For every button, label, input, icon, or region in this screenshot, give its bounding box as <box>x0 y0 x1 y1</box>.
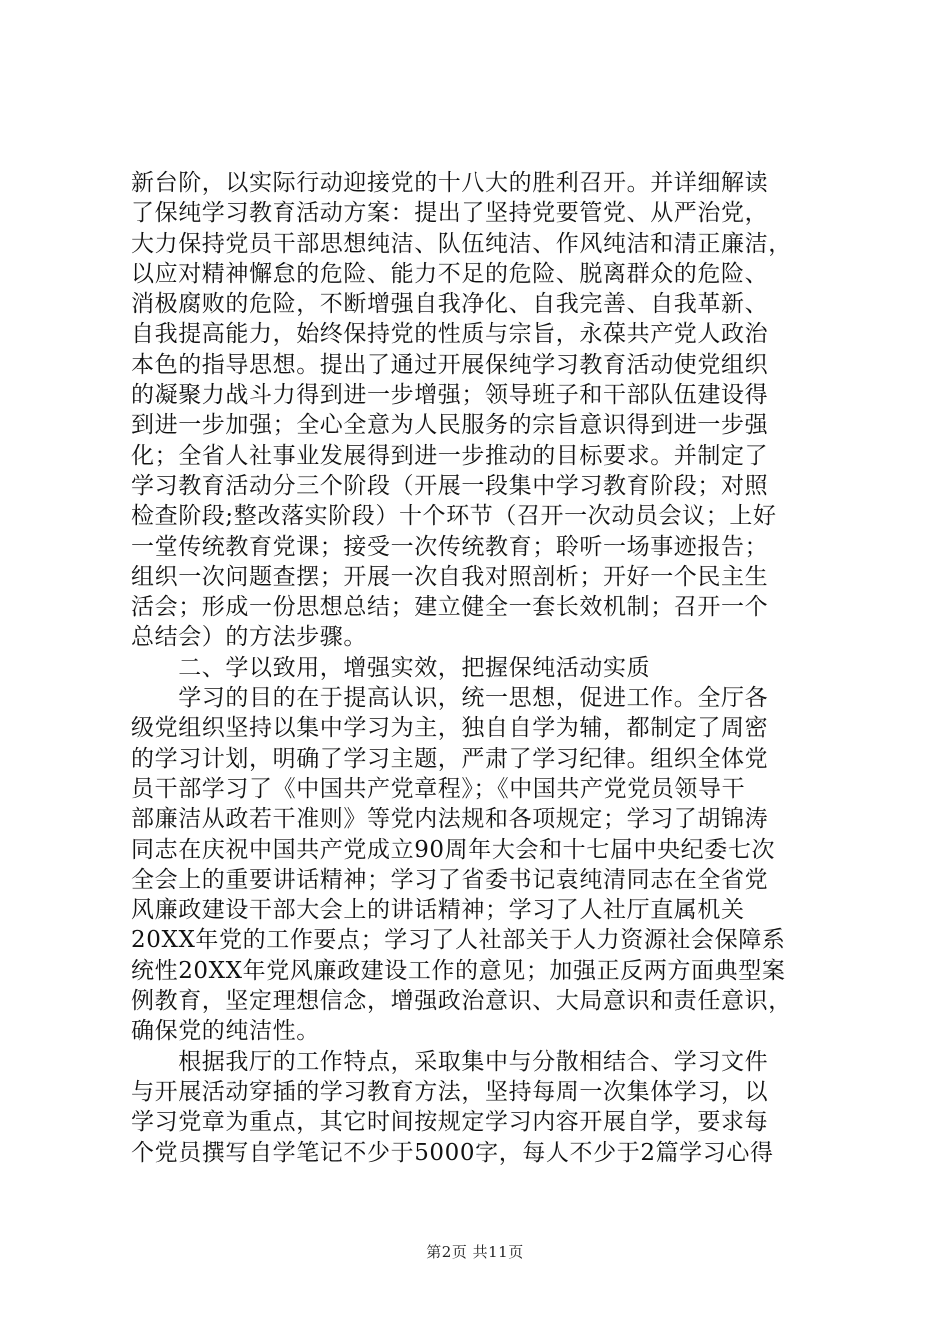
text-line: 的凝聚力战斗力得到进一步增强；领导班子和干部队伍建设得 <box>131 382 769 409</box>
text-line: 统性20XX年党风廉政建设工作的意见；加强正反两方面典型案 <box>131 957 786 984</box>
document-body <box>131 168 831 1168</box>
text-line: 确保党的纯洁性。 <box>131 1018 320 1045</box>
text-line: 检查阶段;整改落实阶段）十个环节（召开一次动员会议；上好 <box>131 503 777 530</box>
text-line: 员干部学习了《中国共产党章程》；《中国共产党党员领导干 <box>131 775 746 802</box>
text-line: 与开展活动穿插的学习教育方法，坚持每周一次集体学习，以 <box>131 1078 769 1105</box>
text-line: 以应对精神懈怠的危险、能力不足的危险、脱离群众的危险、 <box>131 260 769 287</box>
text-line: 学习的目的在于提高认识，统一思想，促进工作。全厅各 <box>131 685 769 712</box>
text-line: 新台阶，以实际行动迎接党的十八大的胜利召开。并详细解读 <box>131 170 769 196</box>
text-line: 本色的指导思想。提出了通过开展保纯学习教育活动使党组织 <box>131 351 769 378</box>
text-line: 组织一次问题查摆；开展一次自我对照剖析；开好一个民主生 <box>131 563 769 590</box>
text-line: 级党组织坚持以集中学习为主，独自自学为辅，都制定了周密 <box>131 715 769 742</box>
text-line: 自我提高能力，始终保持党的性质与宗旨，永葆共产党人政治 <box>131 321 769 348</box>
text-line: 根据我厅的工作特点，采取集中与分散相结合、学习文件 <box>131 1048 769 1075</box>
text-line: 个党员撰写自学笔记不少于5000字，每人不少于2篇学习心得 <box>131 1139 774 1166</box>
text-line: 了保纯学习教育活动方案：提出了坚持党要管党、从严治党， <box>131 200 769 227</box>
text-line: 到进一步加强；全心全意为人民服务的宗旨意识得到进一步强 <box>131 412 769 439</box>
text-line: 全会上的重要讲话精神；学习了省委书记袁纯清同志在全省党 <box>131 866 769 893</box>
text-line: 学习教育活动分三个阶段（开展一段集中学习教育阶段；对照 <box>131 472 769 499</box>
text-line: 一堂传统教育党课；接受一次传统教育；聆听一场事迹报告； <box>131 533 769 560</box>
text-line: 消极腐败的危险，不断增强自我净化、自我完善、自我革新、 <box>131 291 769 318</box>
text-line: 同志在庆祝中国共产党成立90周年大会和十七届中央纪委七次 <box>131 836 776 863</box>
text-line: 活会；形成一份思想总结；建立健全一套长效机制；召开一个 <box>131 594 769 621</box>
page-number-footer: 第2页 共11页 <box>426 1243 524 1261</box>
text-line: 化；全省人社事业发展得到进一步推动的目标要求。并制定了 <box>131 442 769 469</box>
text-line: 大力保持党员干部思想纯洁、队伍纯洁、作风纯洁和清正廉洁， <box>131 230 792 257</box>
text-line: 20XX年党的工作要点；学习了人社部关于人力资源社会保障系 <box>131 927 786 954</box>
text-line: 例教育，坚定理想信念，增强政治意识、大局意识和责任意识， <box>131 988 792 1015</box>
text-line: 总结会）的方法步骤。 <box>131 624 367 651</box>
text-line: 学习党章为重点，其它时间按规定学习内容开展自学，要求每 <box>131 1109 769 1136</box>
text-line: 部廉洁从政若干准则》等党内法规和各项规定；学习了胡锦涛 <box>131 806 769 833</box>
text-line: 风廉政建设干部大会上的讲话精神；学习了人社厅直属机关 <box>131 897 745 924</box>
section-heading: 二、学以致用，增强实效，把握保纯活动实质 <box>131 654 651 681</box>
text-line: 的学习计划，明确了学习主题，严肃了学习纪律。组织全体党 <box>131 745 769 772</box>
